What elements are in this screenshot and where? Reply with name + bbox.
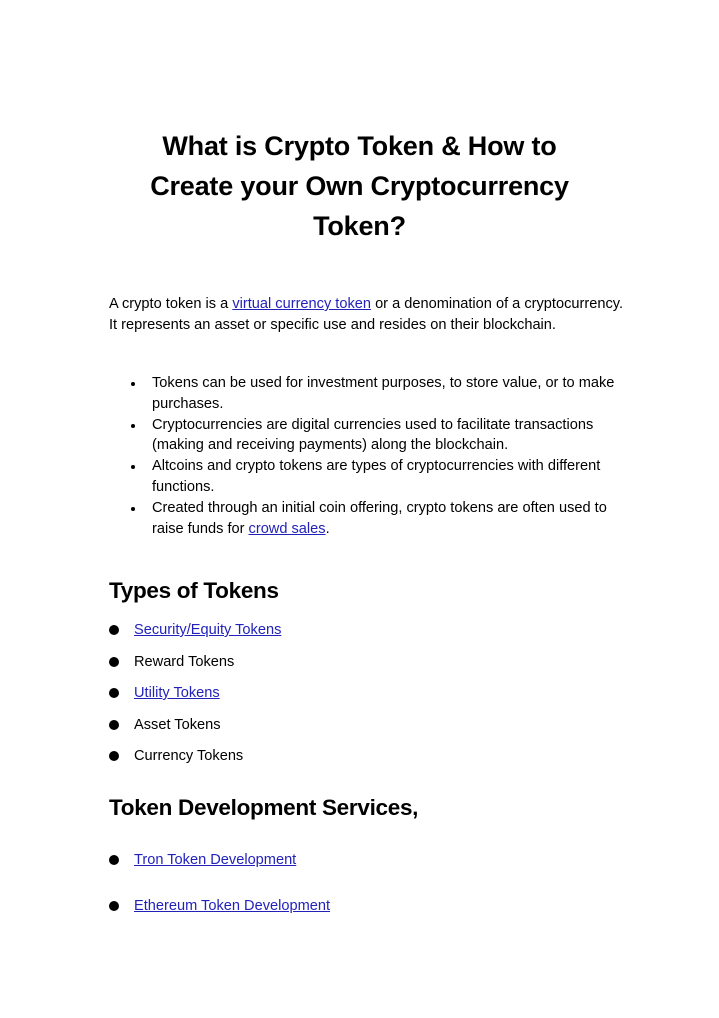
- bullet-icon: [131, 507, 135, 511]
- bullet-icon: [109, 720, 119, 730]
- bullet-icon: [131, 465, 135, 469]
- list-item: [109, 620, 281, 652]
- bullet-icon: [109, 688, 119, 698]
- title-line-1: What is Crypto Token & How to: [162, 131, 557, 161]
- reward-tokens-text: Reward Tokens: [134, 653, 235, 670]
- bullet-icon: [109, 855, 119, 865]
- list-item: [109, 746, 281, 778]
- virtual-currency-token-link[interactable]: virtual currency token: [232, 296, 372, 312]
- bullet-icon: [109, 625, 119, 635]
- bullet-icon: [131, 424, 135, 428]
- bullet-icon: [131, 382, 135, 386]
- list-item-text: Cryptocurrencies are digital currencies used to facilitate transactions (making and receiving payments) along the blockchain.: [152, 416, 594, 454]
- asset-tokens-text: Asset Tokens: [134, 716, 221, 733]
- list-item: [109, 415, 619, 457]
- services-list: [109, 850, 330, 942]
- intro-paragraph: [109, 294, 624, 336]
- intro-text-end: or a denomination of a cryptocurrency. It represents an asset or specific use and resides on their blockchain.: [109, 296, 624, 333]
- list-item: [109, 652, 281, 684]
- bullet-icon: [109, 751, 119, 761]
- list-item-text-end: .: [325, 520, 330, 537]
- intro-text-start: A crypto token is a: [109, 296, 233, 312]
- list-item-text: Altcoins and crypto tokens are types of cryptocurrencies with different functions.: [152, 458, 601, 495]
- ethereum-token-development-link[interactable]: Ethereum Token Development: [134, 898, 331, 914]
- security-equity-tokens-link[interactable]: Security/Equity Tokens: [134, 622, 282, 638]
- token-development-services-heading: Token Development Services,: [109, 795, 419, 820]
- list-item: [109, 456, 619, 498]
- token-facts-list: [109, 373, 619, 539]
- list-item: [109, 850, 330, 896]
- list-item: [109, 373, 619, 415]
- title-line-3: Token?: [313, 211, 406, 241]
- crowd-sales-link[interactable]: crowd sales: [248, 520, 326, 537]
- list-item: [109, 683, 281, 715]
- page-title: [100, 126, 619, 246]
- bullet-icon: [109, 657, 119, 667]
- utility-tokens-link[interactable]: Utility Tokens: [134, 685, 220, 701]
- bullet-icon: [109, 901, 119, 911]
- list-item: [109, 498, 619, 540]
- currency-tokens-text: Currency Tokens: [134, 748, 244, 764]
- token-types-list: [109, 620, 281, 778]
- types-of-tokens-heading: Types of Tokens: [109, 578, 279, 603]
- tron-token-development-link[interactable]: Tron Token Development: [134, 852, 297, 868]
- list-item: [109, 715, 281, 747]
- list-item: [109, 896, 330, 942]
- list-item-text: Tokens can be used for investment purposes, to store value, or to make purchases.: [152, 375, 615, 412]
- list-item-text: Created through an initial coin offering, crypto tokens are often used to raise funds for: [152, 499, 607, 537]
- title-line-2: Create your Own Cryptocurrency: [150, 171, 569, 201]
